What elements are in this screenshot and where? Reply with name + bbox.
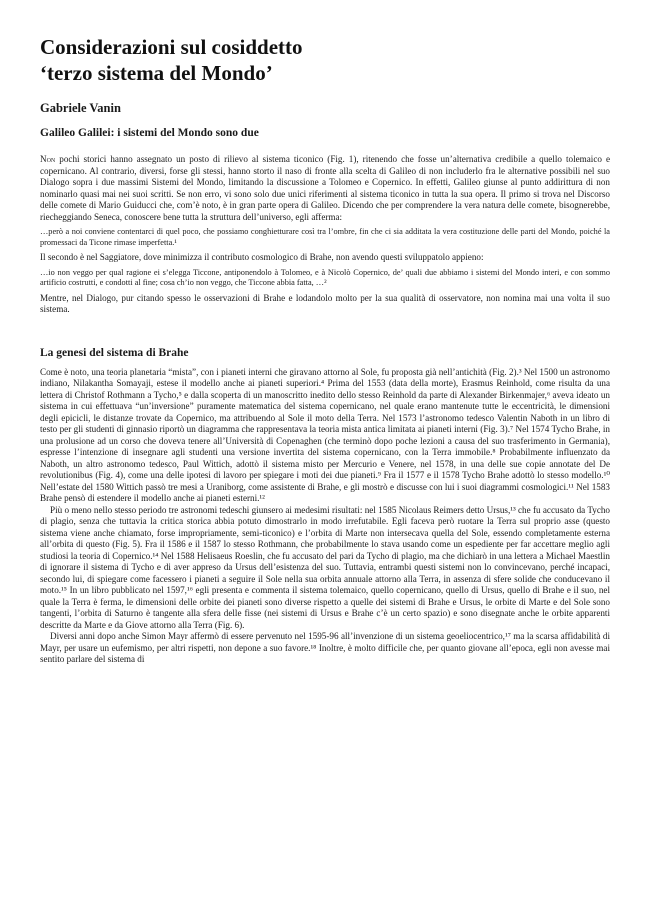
section1-paragraph-3: Mentre, nel Dialogo, pur citando spesso le osservazioni di Brahe e lodandolo molto per la sua qualità di osservatore, non nomina mai una volta il suo sistema. bbox=[40, 292, 610, 315]
section1-paragraph-1 bbox=[40, 154, 610, 223]
quote-saggiatore: …io non veggo per qual ragione ei s’elegga Ticcone, antiponendolo à Tolomeo, e à Nicolò Copernico, de’ quali due abbiamo i sistemi del Mondo interi, e con sommo artificio costrutti, e condotti al fine; cosa ch’io non veggo, che Ticcone abbia fatta, …² bbox=[40, 267, 610, 288]
drop-lead-word: Non bbox=[40, 154, 56, 164]
section2-paragraph-1: Come è noto, una teoria planetaria “mista”, con i pianeti interni che giravano attorno al Sole, fu proposta già nell’antichità (Fig. 2).³ Nel 1500 un astronomo indiano, Nilakantha Somayaji, estese il modello anche ai pianeti superiori.⁴ Prima del 1553 (data della morte), Erasmus Reinhold, come risulta da una lettera di Christof Rothmann a Tycho,⁵ e dalla scoperta di un manoscritto inedito dello stesso Reinhold da parte di Alexander Birkenmajer,⁶ aveva ideato un sistema in cui effettuava “un’inversione” puramente matematica del sistema copernicano, nel quale erano mantenute tutte le eccentricità, le dimensioni degli epicicli, le distanze trovate da Copernico, ma attribuendo al Sole il moto della Terra. Nel 1573 l’astronomo tedesco Valentin Naboth in un libro di testo per gli studenti di ginnasio riportò un diagramma che rappresentava la teoria mista antica limitata ai pianeti interni (Fig. 3).⁷ Nel 1574 Tycho Brahe, in una prolusione ad un corso che doveva tenere all’Università di Copenaghen (che terminò dopo poche lezioni a causa del suo trasferimento in Germania), espresse l’intenzione di insegnare agli studenti una versione invertita del sistema copernicano, con la Terra immobile.⁸ Probabilmente influenzato da Naboth, un altro astronomo tedesco, Paul Wittich, adottò il sistema misto per Mercurio e Venere, nel 1578, in una delle sue copie annotate del De revolutionibus (Fig. 4), come una delle ipotesi di lavoro per spiegare i moti dei due pianeti.⁹ Fra il 1577 e il 1578 Tycho Brahe adottò lo stesso modello.¹⁰ Nell’estate del 1580 Wittich passò tre mesi a Uraniborg, come assistente di Brahe, e gli mostrò e discusse con lui i suoi diagrammi cosmologici.¹¹ Nel 1583 Brahe pensò di estendere il modello anche ai pianeti esterni.¹² bbox=[40, 366, 610, 504]
section-heading-genesi: La genesi del sistema di Brahe bbox=[40, 346, 189, 359]
article-title bbox=[40, 34, 610, 86]
section1-paragraph-2: Il secondo è nel Saggiatore, dove minimizza il contributo cosmologico di Brahe, non avendo questi sviluppatolo appieno: bbox=[40, 252, 484, 263]
quote-guiducci: …però a noi conviene contentarci di quel poco, che possiamo conghietturare così tra l’ombre, fin che ci sia additata la vera costituzione delle parti del Mondo, poiché la promessaci da Ticone rimase imperfetta.¹ bbox=[40, 227, 610, 247]
article-title-line-2: ‘terzo sistema del Mondo’ bbox=[40, 61, 273, 85]
article-title-line-1: Considerazioni sul cosiddetto bbox=[40, 35, 303, 59]
section2-paragraph-3: Diversi anni dopo anche Simon Mayr affermò di essere pervenuto nel 1595-96 all’invenzione di un sistema geoeliocentrico,¹⁷ ma la scarsa affidabilità di Mayr, per usare un eufemismo, per altri rispetti, non depone a suo favore.¹⁸ Inoltre, è molto difficile che, per quanto giovane all’epoca, egli non avesse mai sentito parlare del sistema di bbox=[40, 631, 610, 665]
author-name: Gabriele Vanin bbox=[40, 101, 121, 115]
section-heading-galileo: Galileo Galilei: i sistemi del Mondo sono due bbox=[40, 127, 259, 139]
section2-paragraph-2: Più o meno nello stesso periodo tre astronomi tedeschi giunsero ai medesimi risultati: nel 1585 Nicolaus Reimers detto Ursus,¹³ che fu accusato da Tycho di plagio, senza che tuttavia la critica storica abbia potuto dimostrarlo in modo irrefutabile. Egli faceva però ruotare la Terra sul proprio asse (questo sistema viene anche chiamato, forse impropriamente, semi-ticonico) e l’orbita di Marte non intersecava quella del Sole, essendo completamente esterna all’orbita di questo (Fig. 5). Fra il 1586 e il 1587 lo stesso Rothmann, che probabilmente lo stava usando come un espediente per far accettare meglio agli studiosi la teoria di Copernico.¹⁴ Nel 1588 Helisaeus Roeslin, che fu accusato del pari da Tycho di plagio, ma che dichiarò in una lettera a Michael Maestlin di ignorare il sistema di Tycho e di aver appreso da Ursus dell’esistenza del suo. Tuttavia, entrambi questi sistemi non lo convincevano, perché incapaci, secondo lui, di spiegare come facessero i pianeti a seguire il Sole nella sua orbita annuale attorno alla Terra, in assenza di sfere solide che conducevano il moto.¹⁵ In un libro pubblicato nel 1597,¹⁶ egli presenta e commenta il sistema tolemaico, quello copernicano, quello di Ursus, quello di Brahe e il suo, nel quale la Terra è ferma, le dimensioni delle orbite dei pianeti sono diverse rispetto a quelle dei sistemi di Brahe e Ursus, le orbite di Marte e del Sole sono tangenti, l’orbita di Saturno è tangente alla sfera delle fisse (nei sistemi di Ursus e Brahe c’è un certo spazio) e sono disegnate anche le orbite apparenti descritte da Marte e da Giove attorno alla Terra (Fig. 6). bbox=[40, 504, 610, 630]
section2-body bbox=[40, 367, 610, 666]
section1-paragraph-1-text: pochi storici hanno assegnato un posto di rilievo al sistema ticonico (Fig. 1), ritenendo che fosse un’alternativa credibile a quello tolemaico e copernicano. Al contrario, diversi, forse gli stessi, hanno storto il naso di fronte alla scelta di Galileo di non includerlo fra le alternative possibili nel suo Dialogo sopra i due massimi Sistemi del Mondo, limitando la discussione a Tolomeo e Copernico. In effetti, Galileo giunse al punto addirittura di non nominarlo quasi mai nei suoi scritti. Se non erro, vi sono solo due unici riferimenti al sistema ticonico in tutta la sua opera. Il primo si trova nel Discorso delle comete di Mario Guiducci che, com’è noto, è in gran parte opera di Galileo. Dicendo che per comprendere la vera natura delle comete, bisognerebbe, riecheggiando Seneca, conoscere bene tutta la struttura dell’universo, egli afferma: bbox=[40, 154, 610, 222]
